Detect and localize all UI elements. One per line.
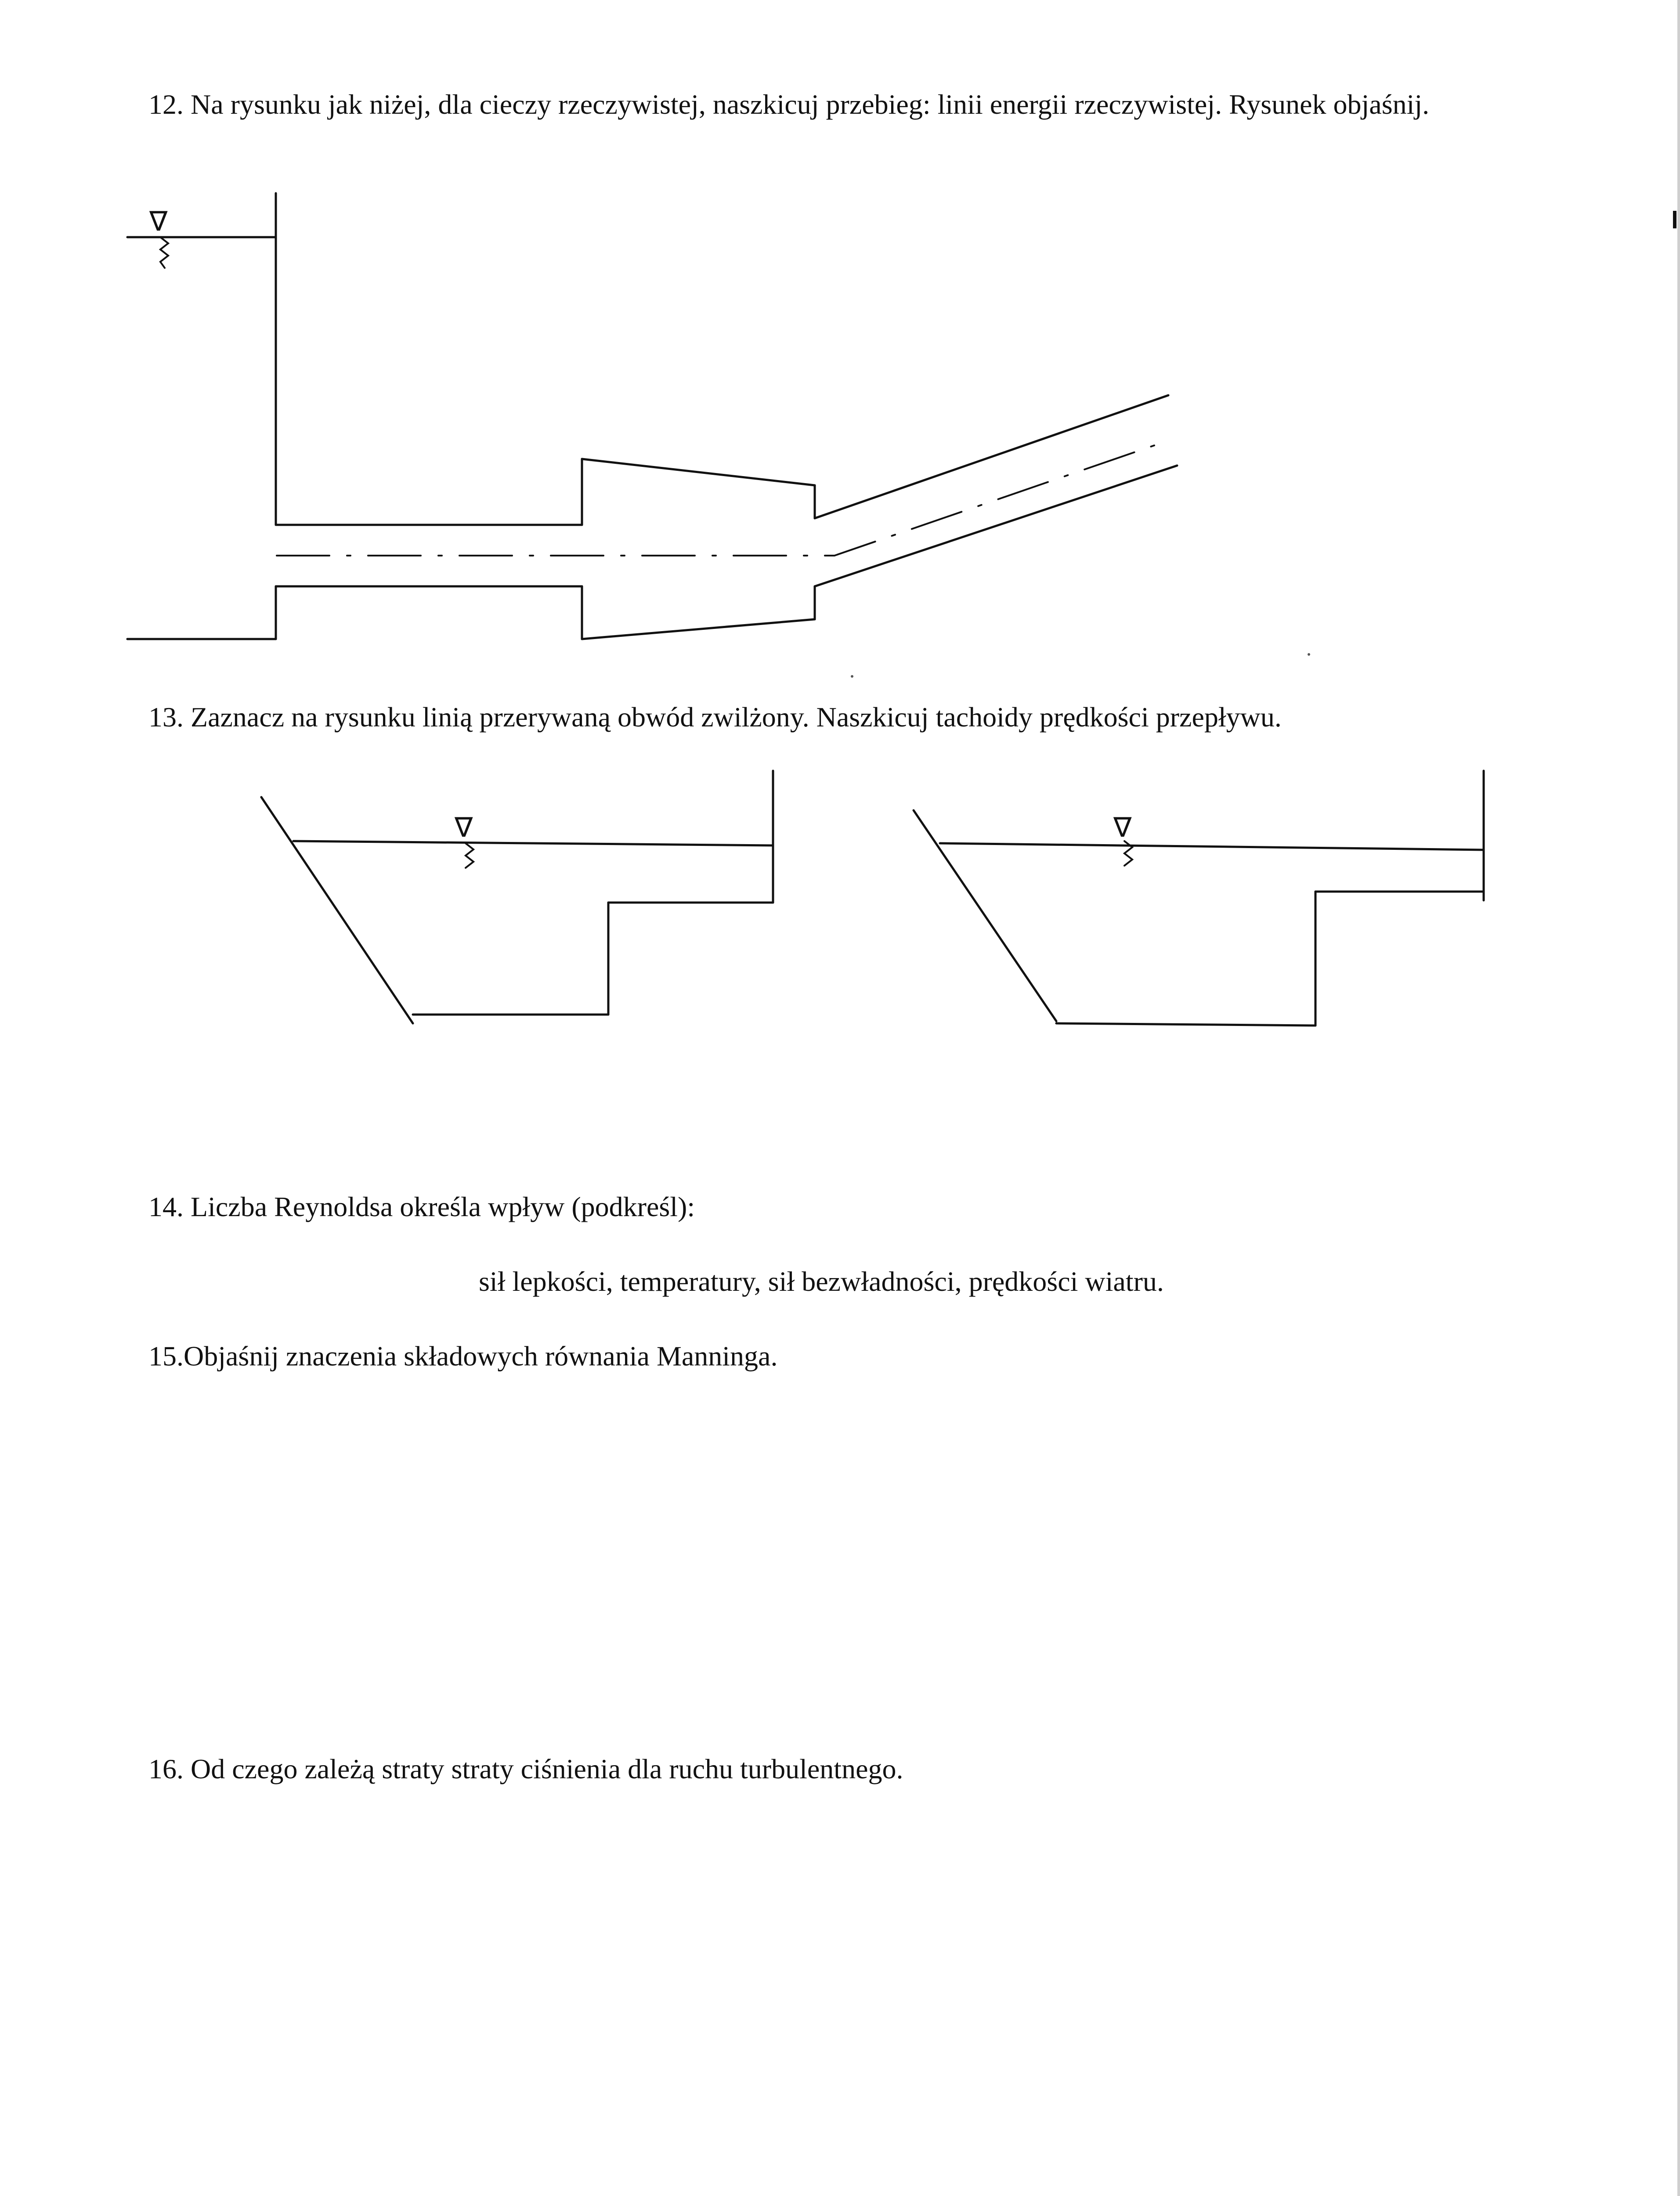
- question-13: 13. Zaznacz na rysunku linią przerywaną obwód zwilżony. Naszkicuj tachoidy prędkości przepływu.: [148, 701, 1282, 733]
- right-channel-slope: [914, 810, 1056, 1021]
- left-water-symbol: ∇: [455, 811, 473, 843]
- scan-edge-shadow: [1677, 0, 1680, 2196]
- question-15: 15.Objaśnij znaczenia składowych równania Manninga.: [148, 1340, 778, 1372]
- water-level-symbol: ∇: [149, 205, 168, 237]
- question-16: 16. Od czego zależą straty straty ciśnienia dla ruchu turbulentnego.: [148, 1753, 903, 1784]
- question-14-options: sił lepkości, temperatury, sił bezwładności, prędkości wiatru.: [479, 1266, 1164, 1297]
- left-water-squiggle: [466, 843, 473, 868]
- right-channel-water: [940, 843, 1484, 850]
- right-channel-bottom: [1056, 1023, 1315, 1026]
- right-water-symbol: ∇: [1113, 811, 1132, 843]
- left-channel-slope: [261, 797, 413, 1023]
- question-14: 14. Liczba Reynoldsa określa wpływ (podkreśl):: [148, 1191, 695, 1222]
- scan-edge-mark-2: [1673, 211, 1676, 228]
- left-channel-water: [293, 841, 773, 845]
- question-12: 12. Na rysunku jak niżej, dla cieczy rzeczywistej, naszkicuj przebieg: linii energii rzeczywistej. Rysunek objaśnij.: [148, 89, 1430, 120]
